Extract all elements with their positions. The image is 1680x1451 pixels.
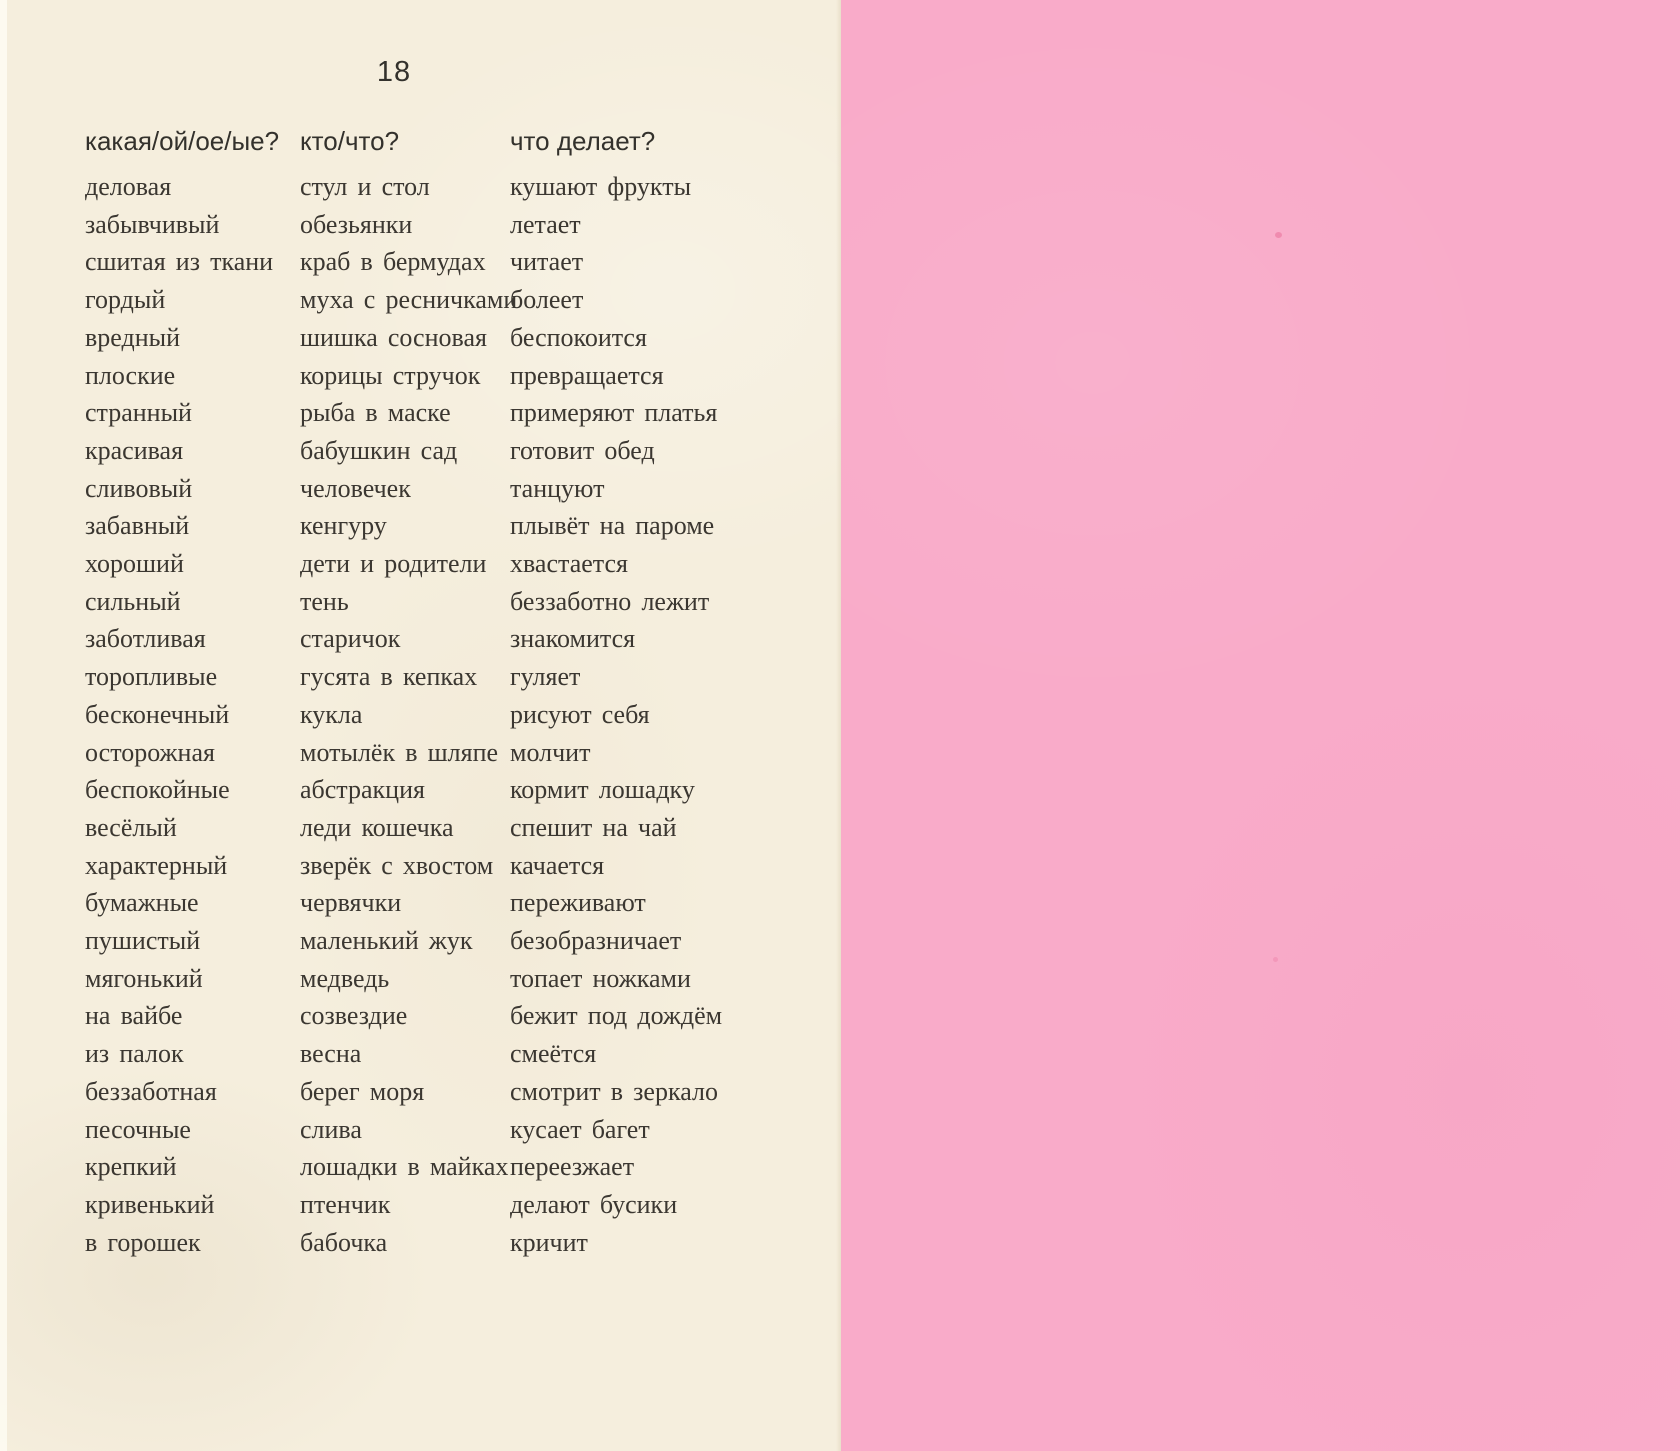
word-item: плоские bbox=[85, 360, 176, 390]
word-item: дети и родители bbox=[300, 549, 487, 579]
word-item: странный bbox=[85, 398, 192, 428]
word-item: леди кошечка bbox=[300, 812, 454, 842]
word-item: беззаботная bbox=[85, 1076, 217, 1106]
word-item: кривенький bbox=[85, 1189, 215, 1219]
word-item: кенгуру bbox=[300, 511, 387, 541]
word-column bbox=[85, 126, 300, 1261]
word-item: сшитая из ткани bbox=[85, 247, 274, 277]
word-item: весна bbox=[300, 1039, 362, 1069]
word-item: молчит bbox=[510, 737, 591, 767]
word-item: кушают фрукты bbox=[510, 172, 692, 201]
word-list bbox=[510, 168, 831, 1261]
word-item: маленький жук bbox=[300, 926, 473, 956]
column-header: кто/что? bbox=[300, 126, 400, 156]
word-item: хороший bbox=[85, 549, 184, 579]
word-item: птенчик bbox=[300, 1189, 391, 1219]
word-item: осторожная bbox=[85, 737, 215, 767]
word-item: мотылёк в шляпе bbox=[300, 737, 499, 767]
word-item: бумажные bbox=[85, 888, 199, 918]
word-list bbox=[300, 168, 518, 1261]
pink-backdrop bbox=[841, 0, 1680, 1451]
word-item: бежит под дождём bbox=[510, 1001, 723, 1031]
word-item: кусает багет bbox=[510, 1114, 650, 1144]
word-item: беззаботно лежит bbox=[510, 586, 710, 616]
word-item: спешит на чай bbox=[510, 812, 677, 842]
word-item: в горошек bbox=[85, 1227, 201, 1257]
word-item: абстракция bbox=[300, 775, 425, 805]
word-item: человечек bbox=[300, 473, 411, 503]
word-column bbox=[510, 126, 831, 1261]
word-item: красивая bbox=[85, 435, 184, 465]
word-item: плывёт на пароме bbox=[510, 511, 715, 541]
word-item: обезьянки bbox=[300, 209, 413, 239]
word-item: шишка сосновая bbox=[300, 322, 487, 352]
word-item: готовит обед bbox=[510, 435, 655, 465]
word-item: бесконечный bbox=[85, 699, 230, 729]
word-item: медведь bbox=[300, 963, 390, 993]
word-item: гусята в кепках bbox=[300, 662, 478, 692]
word-item: краб в бермудах bbox=[300, 247, 486, 277]
paper-speckle bbox=[1273, 957, 1278, 962]
word-item: крепкий bbox=[85, 1152, 177, 1182]
word-item: качается bbox=[510, 850, 605, 880]
word-item: пушистый bbox=[85, 926, 201, 956]
word-item: созвездие bbox=[300, 1001, 408, 1031]
word-item: кукла bbox=[300, 699, 363, 729]
word-item: на вайбе bbox=[85, 1001, 183, 1031]
word-item: беспокоится bbox=[510, 322, 647, 352]
word-item: весёлый bbox=[85, 812, 177, 842]
word-item: вредный bbox=[85, 322, 180, 352]
word-item: старичок bbox=[300, 624, 401, 654]
word-item: беспокойные bbox=[85, 775, 230, 805]
word-item: бабочка bbox=[300, 1227, 388, 1257]
word-item: заботливая bbox=[85, 624, 206, 654]
word-item: тень bbox=[300, 586, 349, 616]
word-item: лошадки в майках bbox=[300, 1152, 509, 1182]
word-item: превращается bbox=[510, 360, 664, 390]
word-item: переезжает bbox=[510, 1152, 635, 1182]
word-table bbox=[85, 126, 831, 1261]
word-item: сливовый bbox=[85, 473, 193, 503]
word-item: хвастается bbox=[510, 549, 628, 579]
word-item: песочные bbox=[85, 1114, 191, 1144]
word-item: зверёк с хвостом bbox=[300, 850, 494, 880]
word-item: слива bbox=[300, 1114, 362, 1144]
word-item: из палок bbox=[85, 1039, 184, 1069]
word-item: характерный bbox=[85, 850, 228, 880]
word-item: летает bbox=[510, 209, 581, 239]
paper-speckle bbox=[1275, 232, 1282, 238]
page-number: 18 bbox=[376, 56, 412, 88]
word-item: бабушкин сад bbox=[300, 435, 458, 465]
word-column bbox=[300, 126, 518, 1261]
word-item: знакомится bbox=[510, 624, 636, 654]
word-item: читает bbox=[510, 247, 584, 277]
column-header: что делает? bbox=[510, 126, 656, 156]
word-item: забывчивый bbox=[85, 209, 220, 239]
word-item: безобразничает bbox=[510, 926, 682, 956]
word-item: делают бусики bbox=[510, 1189, 678, 1219]
word-item: забавный bbox=[85, 511, 190, 541]
word-item: мягонький bbox=[85, 963, 203, 993]
word-item: кричит bbox=[510, 1227, 588, 1257]
word-item: кормит лошадку bbox=[510, 775, 695, 805]
word-item: смотрит в зеркало bbox=[510, 1076, 718, 1106]
word-item: танцуют bbox=[510, 473, 605, 503]
word-item: стул и стол bbox=[300, 172, 430, 201]
word-item: рыба в маске bbox=[300, 398, 451, 428]
word-item: торопливые bbox=[85, 662, 218, 692]
word-item: топает ножками bbox=[510, 963, 691, 993]
word-item: муха с ресничками bbox=[300, 285, 518, 315]
word-item: корицы стручок bbox=[300, 360, 481, 390]
word-item: сильный bbox=[85, 586, 181, 616]
word-item: гордый bbox=[85, 285, 166, 315]
word-item: переживают bbox=[510, 888, 646, 918]
column-header: какая/ой/ое/ые? bbox=[85, 126, 280, 156]
word-item: деловая bbox=[85, 172, 172, 201]
word-item: червячки bbox=[300, 888, 402, 918]
word-item: гуляет bbox=[510, 662, 581, 692]
word-item: примеряют платья bbox=[510, 398, 718, 428]
word-item: болеет bbox=[510, 285, 584, 315]
word-item: рисуют себя bbox=[510, 699, 650, 729]
word-item: берег моря bbox=[300, 1076, 425, 1106]
word-item: смеётся bbox=[510, 1039, 597, 1069]
word-list bbox=[85, 168, 300, 1261]
